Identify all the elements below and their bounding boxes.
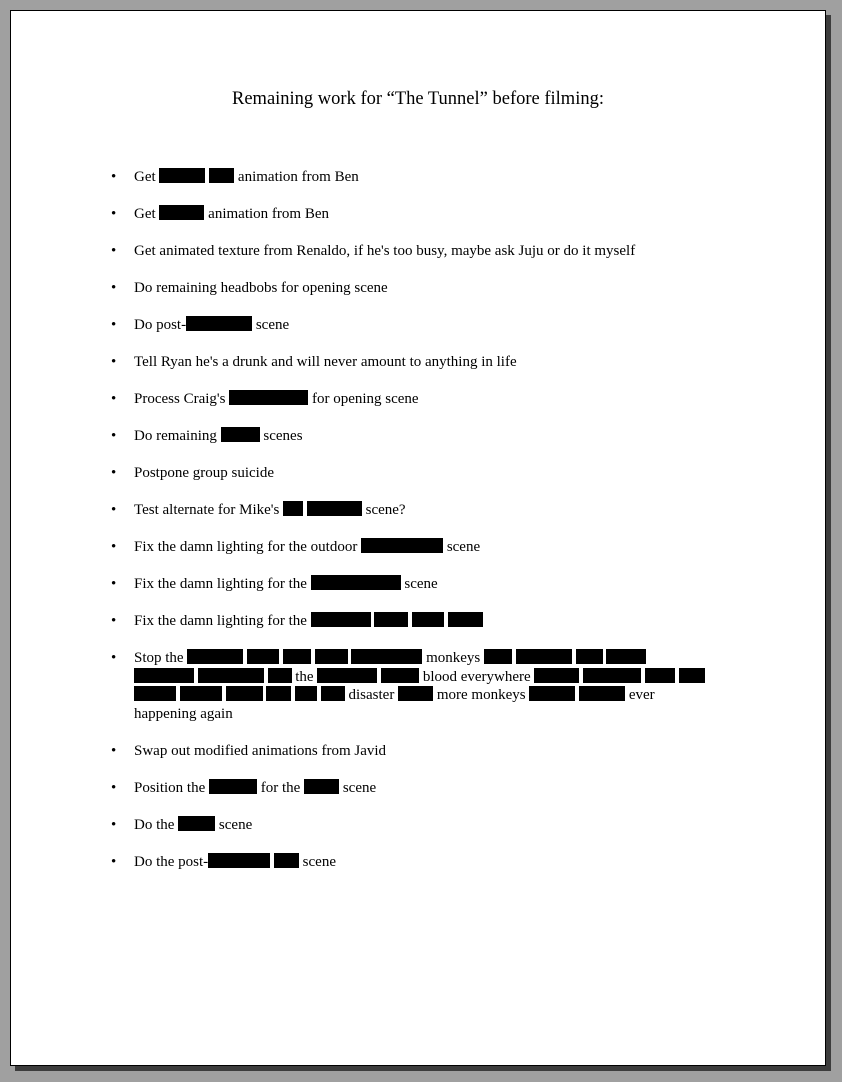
redaction-block [159, 205, 204, 220]
item-text: Position the [134, 779, 210, 796]
bullet-icon: • [111, 613, 117, 629]
redaction-block [180, 686, 222, 701]
redaction-block [576, 649, 603, 664]
item-text: Fix the damn lighting for the [134, 613, 311, 629]
item-text: animation from Ben [204, 206, 329, 222]
redaction-block [315, 649, 348, 664]
redaction-block [266, 686, 291, 701]
item-text: Test alternate for Mike's [134, 502, 284, 518]
redaction-block [304, 779, 339, 794]
list-item [108, 168, 708, 187]
item-text: Do the [134, 816, 179, 833]
redaction-block [583, 668, 641, 683]
list-item [108, 742, 708, 761]
item-text: more monkeys [433, 687, 530, 703]
redaction-block [209, 168, 234, 183]
bullet-icon: • [111, 465, 117, 481]
bullet-icon: • [111, 428, 117, 444]
item-text: Fix the damn lighting for the [134, 576, 311, 592]
list-item [108, 390, 708, 409]
item-text: Get [134, 206, 160, 222]
item-text: Do remaining [134, 428, 221, 444]
item-text: monkeys [422, 650, 485, 666]
redaction-block [317, 668, 377, 683]
redaction-block [208, 853, 270, 868]
bullet-icon: • [111, 816, 117, 833]
redaction-block [198, 668, 264, 683]
redaction-block [283, 649, 311, 664]
list-item [108, 649, 708, 723]
item-text: scene [443, 539, 481, 555]
bullet-icon: • [111, 742, 117, 759]
item-text: scene [252, 317, 290, 333]
redaction-block [187, 649, 243, 664]
item-text: Do the post- [134, 853, 209, 870]
redaction-block [374, 612, 408, 627]
item-text: Get [134, 169, 160, 185]
redaction-block [307, 501, 362, 516]
item-text: Process Craig's [134, 391, 230, 407]
list-item [108, 353, 708, 372]
document-page [10, 10, 826, 1066]
bullet-icon: • [111, 779, 117, 796]
todo-list [108, 168, 708, 890]
redaction-block [226, 686, 263, 701]
item-text: Do post- [134, 317, 187, 333]
list-item [108, 205, 708, 224]
item-text: the [291, 668, 318, 685]
redaction-block [221, 427, 260, 442]
item-text: Fix the damn lighting for the outdoor [134, 539, 362, 555]
redaction-block [679, 668, 705, 683]
list-item [108, 853, 708, 872]
item-text: animation from Ben [234, 169, 359, 185]
item-text: Do remaining headbobs for opening scene [134, 280, 388, 296]
redaction-block [645, 668, 675, 683]
list-item [108, 538, 708, 557]
item-text: Postpone group suicide [134, 465, 274, 481]
list-item [108, 464, 708, 483]
redaction-block [134, 686, 176, 701]
redaction-block [178, 816, 215, 831]
item-text: Stop the [134, 650, 188, 666]
bullet-icon: • [111, 502, 117, 518]
bullet-icon: • [111, 169, 117, 185]
item-text: scene [339, 779, 377, 796]
bullet-icon: • [111, 206, 117, 222]
redaction-block [361, 538, 443, 553]
item-text: scene [400, 576, 438, 592]
item-text: scene [298, 853, 336, 870]
list-item [108, 242, 708, 261]
redaction-block [283, 501, 303, 516]
item-text: scenes [259, 428, 303, 444]
list-item [108, 612, 708, 631]
redaction-block [295, 686, 317, 701]
redaction-block [516, 649, 572, 664]
list-item [108, 316, 708, 335]
bullet-icon: • [111, 576, 117, 592]
list-item [108, 779, 708, 798]
item-text: scene? [361, 502, 406, 518]
item-text: Swap out modified animations from Javid [134, 742, 387, 759]
redaction-block [381, 668, 419, 683]
document-title: Remaining work for “The Tunnel” before filming: [232, 89, 604, 109]
redaction-block [484, 649, 512, 664]
bullet-icon: • [111, 354, 117, 370]
redaction-block [448, 612, 483, 627]
bullet-icon: • [111, 853, 117, 870]
redaction-block [529, 686, 575, 701]
redaction-block [321, 686, 345, 701]
list-item [108, 575, 708, 594]
list-item [108, 427, 708, 446]
item-text: disaster [344, 687, 399, 703]
item-text: blood everywhere [419, 668, 535, 685]
redaction-block [134, 668, 194, 683]
redaction-block [606, 649, 646, 664]
item-text: for opening scene [308, 391, 419, 407]
redaction-block [247, 649, 279, 664]
list-item [108, 501, 708, 520]
redaction-block [274, 853, 299, 868]
item-text: Tell Ryan he's a drunk and will never amount to anything in life [134, 354, 517, 370]
item-text: for the [257, 779, 305, 796]
redaction-block [186, 316, 252, 331]
list-item [108, 279, 708, 298]
bullet-icon: • [111, 650, 117, 666]
item-text: Get animated texture from Renaldo, if he's too busy, maybe ask Juju or do it myself [134, 243, 636, 259]
bullet-icon: • [111, 243, 117, 259]
redaction-block [159, 168, 205, 183]
redaction-block [412, 612, 444, 627]
redaction-block [579, 686, 625, 701]
list-item [108, 816, 708, 835]
redaction-block [398, 686, 433, 701]
redaction-block [229, 390, 308, 405]
bullet-icon: • [111, 280, 117, 296]
redaction-block [351, 649, 422, 664]
redaction-block [534, 668, 579, 683]
item-text: scene [215, 816, 253, 833]
redaction-block [268, 668, 292, 683]
redaction-block [311, 575, 401, 590]
redaction-block [209, 779, 257, 794]
bullet-icon: • [111, 539, 117, 555]
item-text: ever happening again [134, 687, 655, 722]
bullet-icon: • [111, 317, 117, 333]
redaction-block [311, 612, 371, 627]
bullet-icon: • [111, 391, 117, 407]
